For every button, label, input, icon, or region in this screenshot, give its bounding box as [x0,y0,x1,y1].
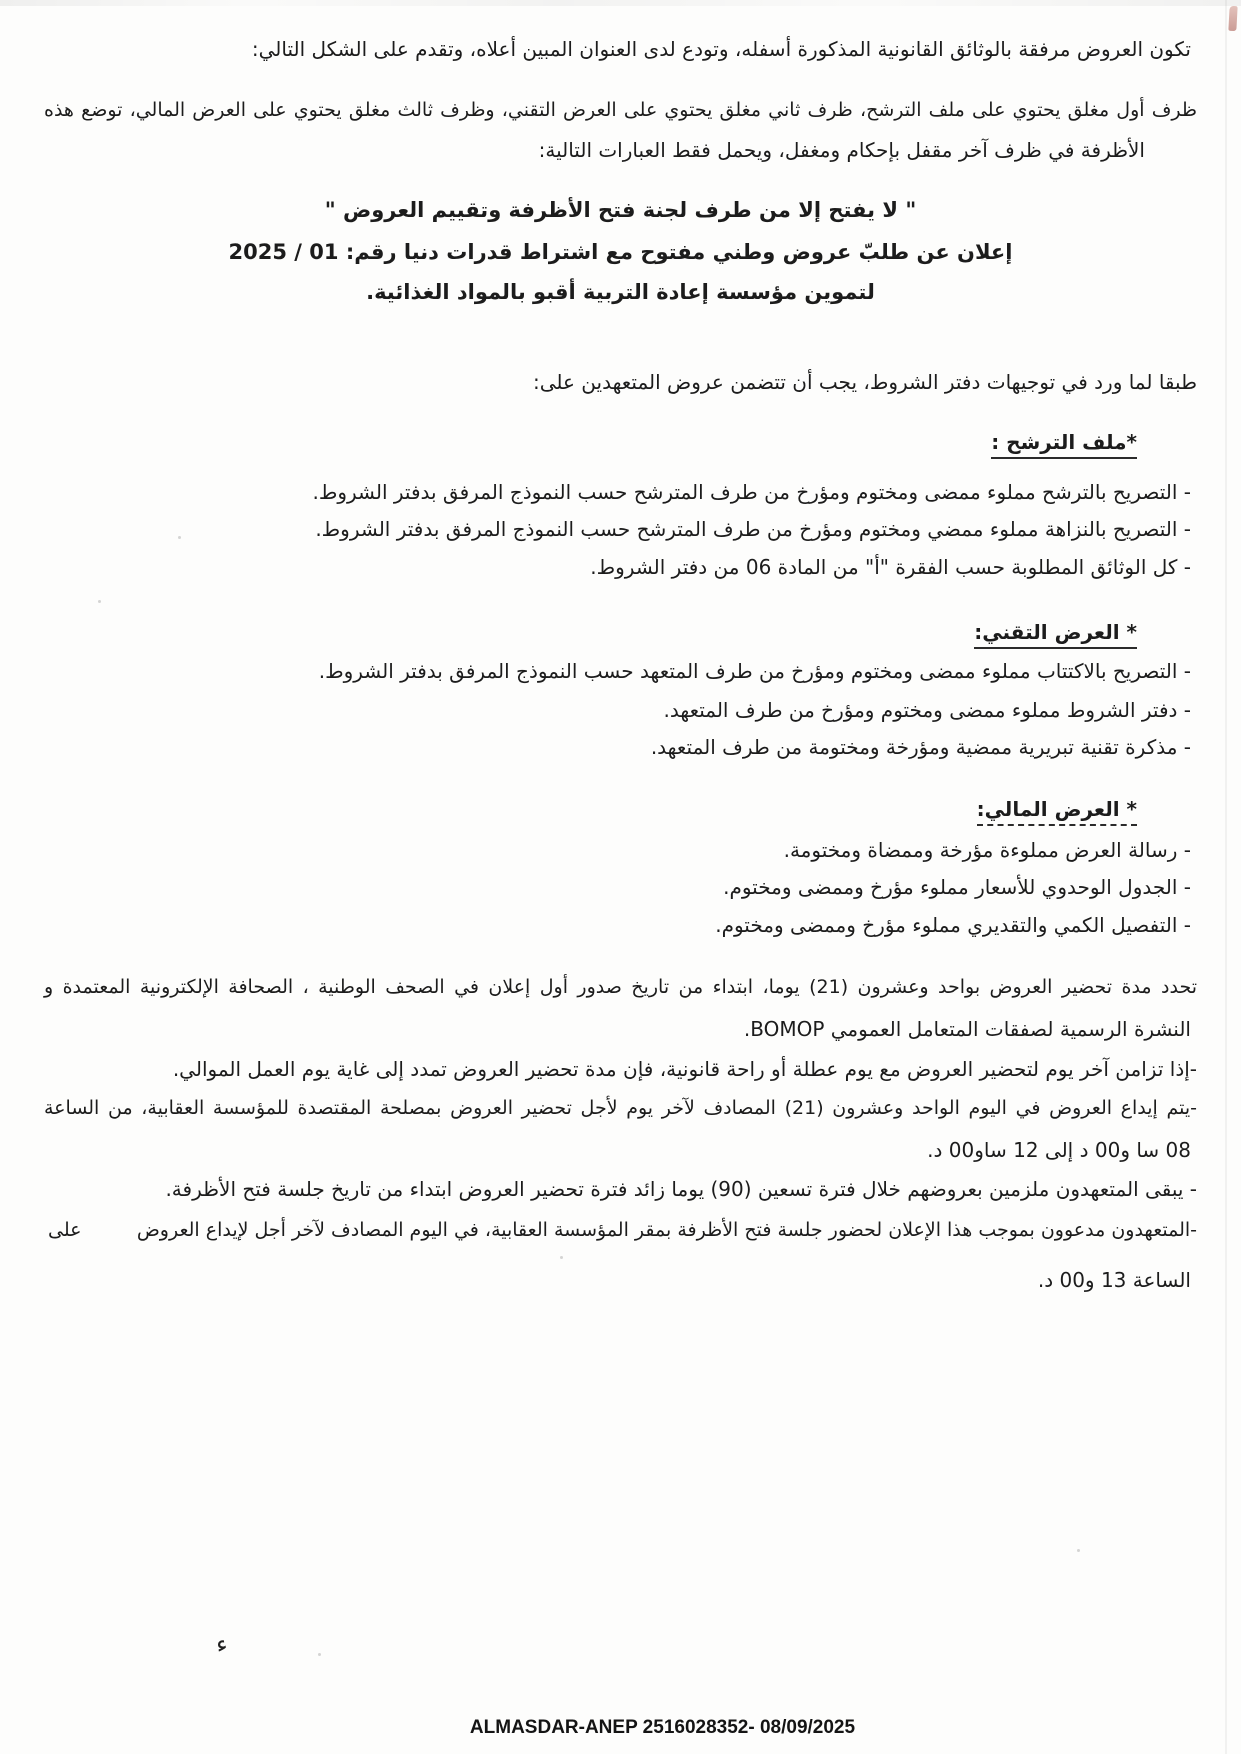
section-heading-candidacy-file [991,426,1137,458]
list-item: - التصريح بالنزاهة مملوء ممضي ومختوم ومؤرخ من طرف المترشح حسب النموذج المرفق بدفتر الشروط. [315,517,1191,541]
scan-pink-mark-artifact [1228,6,1237,31]
list-item: - التفصيل الكمي والتقديري مملوء مؤرخ وممضى ومختوم. [715,913,1191,937]
envelopes-line-2: الأظرفة في ظرف آخر مقفل بإحكام ومغفل، ويحمل فقط العبارات التالية: [538,138,1145,162]
tender-subject-line: لتموين مؤسسة إعادة التربية أقبو بالمواد الغذائية. [366,280,875,304]
tender-announcement-title: إعلان عن طلبّ عروض وطني مفتوح مع اشتراط قدرات دنيا رقم: 01 / 2025 [228,240,1013,264]
list-item: - التصريح بالترشح مملوء ممضى ومختوم ومؤرخ من طرف المترشح حسب النموذج المرفق بدفتر الشروط. [312,480,1191,504]
envelopes-line-1: ظرف أول مغلق يحتوي على ملف الترشح، ظرف ثاني مغلق يحتوي على العرض التقني، وظرف ثالث مغلق يحتوي على العرض المالي، توضع هذه [44,99,1197,121]
offers-validity-line: - يبقى المتعهدون ملزمين بعروضهم خلال فترة تسعين (90) يوما زائد فترة تحضير العروض ابتداء من تاريخ جلسة فتح الأظرفة. [165,1177,1197,1201]
list-item: - رسالة العرض مملوءة مؤرخة وممضاة ومختومة. [783,838,1191,862]
scan-noise-speck [318,1653,321,1656]
specs-compliance-line: طبقا لما ورد في توجيهات دفتر الشروط، يجب أن تتضمن عروض المتعهدين على: [532,370,1197,394]
scan-noise-speck [1077,1549,1080,1552]
list-item: - دفتر الشروط مملوء ممضى ومختوم ومؤرخ من طرف المتعهد. [663,698,1191,722]
scan-top-band-artifact [0,0,1241,6]
opening-time-line: الساعة 13 و00 د. [1037,1268,1191,1292]
list-item: - كل الوثائق المطلوبة حسب الفقرة "أ" من المادة 06 من دفتر الشروط. [590,555,1191,579]
list-item: - مذكرة تقنية تبريرية ممضية ومؤرخة ومختومة من طرف المتعهد. [650,735,1191,759]
section-heading-technical-offer [974,616,1137,648]
scan-noise-speck [560,1256,563,1259]
deposit-line-2: 08 سا و00 د إلى 12 ساو00 د. [927,1138,1191,1162]
section-heading-technical-offer-text: * العرض التقني: [974,620,1137,649]
anep-reference-footer: ALMASDAR-ANEP 2516028352- 08/09/2025 [469,1717,856,1738]
preparation-duration-line-1: تحدد مدة تحضير العروض بواحد وعشرون (21) يوما، ابتداء من تاريخ صدور أول إعلان في الصحف الوطنية ، الصحافة الإلكترونية المعتمدة و [44,976,1197,998]
scan-noise-speck [98,600,101,603]
ink-smudge-mark: ء [214,1629,230,1659]
section-heading-financial-offer [977,793,1137,825]
list-item: - التصريح بالاكتتاب مملوء ممضى ومختوم ومؤرخ من طرف المتعهد حسب النموذج المرفق بدفتر الشروط. [318,659,1191,683]
opening-session-tail-word: على [48,1219,82,1241]
opening-session-line [48,1214,1197,1246]
section-heading-candidacy-file-text: *ملف الترشح : [991,430,1137,459]
opening-session-main-text: -المتعهدون مدعوون بموجب هذا الإعلان لحضور جلسة فتح الأظرفة بمقر المؤسسة العقابية، في اليوم المصادف لآخر أجل لإيداع العروض [136,1219,1197,1241]
sealed-notice-quote: " لا يفتح إلا من طرف لجنة فتح الأظرفة وتقييم العروض " [324,198,917,222]
scan-noise-speck [178,536,181,539]
list-item: - الجدول الوحدوي للأسعار مملوء مؤرخ وممضى ومختوم. [723,875,1191,899]
intro-paragraph: تكون العروض مرفقة بالوثائق القانونية المذكورة أسفله، وتودع لدى العنوان المبين أعلاه، وتقدم على الشكل التالي: [251,37,1191,61]
deposit-line-1: -يتم إيداع العروض في اليوم الواحد وعشرون (21) المصادف لآخر يوم لأجل تحضير العروض بمصلحة المقتصدة للمؤسسة العقابية، من الساعة [44,1097,1198,1119]
preparation-duration-line-2: النشرة الرسمية لصفقات المتعامل العمومي BOMOP. [743,1017,1191,1041]
section-heading-financial-offer-text: * العرض المالي: [977,797,1137,826]
holiday-extension-line: -إذا تزامن آخر يوم لتحضير العروض مع يوم عطلة أو راحة قانونية، فإن مدة تحضير العروض تمدد إلى غاية يوم العمل الموالي. [172,1057,1197,1081]
